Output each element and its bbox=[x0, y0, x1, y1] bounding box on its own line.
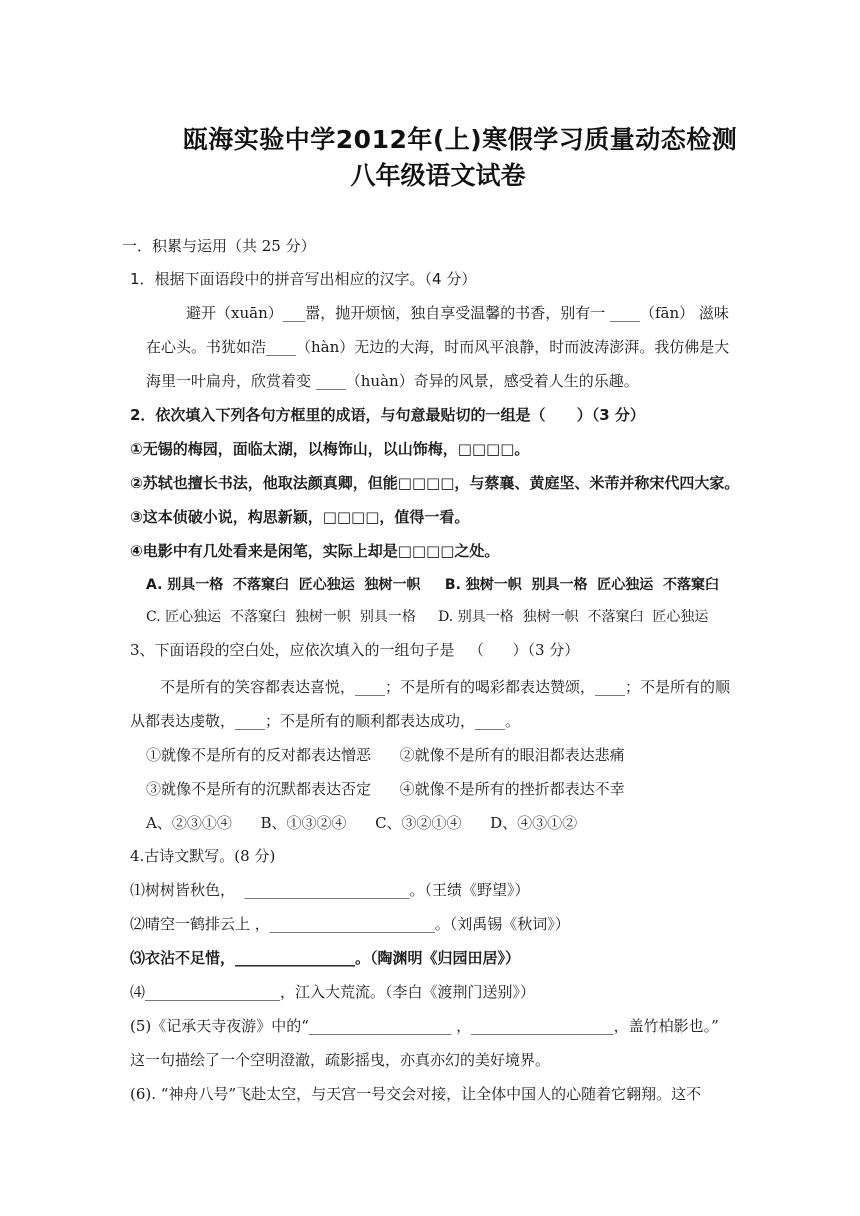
q3-choices-2: ③就像不是所有的沉默都表达否定 ④就像不是所有的挫折都表达不幸 bbox=[146, 780, 625, 798]
q4-item-5: (5)《记承天寺夜游》中的“___________________ ，___________________，盖竹柏影也。” bbox=[130, 1017, 719, 1035]
exam-title: 瓯海实验中学2012年(上)寒假学习质量动态检测 bbox=[182, 125, 738, 154]
q3-choices-1: ①就像不是所有的反对都表达憎恶 ②就像不是所有的眼泪都表达悲痛 bbox=[146, 746, 625, 764]
question-1: 1．根据下面语段中的拼音写出相应的汉字。（4 分） bbox=[130, 270, 477, 288]
question-2: 2．依次填入下列各句方框里的成语，与句意最贴切的一组是（ ）（3 分） bbox=[130, 406, 645, 424]
q4-item-6: (6). “神舟八号”飞赴太空，与天宫一号交会对接，让全体中国人的心随着它翱翔。这不 bbox=[130, 1085, 702, 1103]
q4-item-1: ⑴树树皆秋色， ______________________。（王绩《野望》） bbox=[130, 881, 530, 899]
q2-options-cd: C. 匠心独运 不落窠臼 独树一帜 别具一格 D. 别具一格 独树一帜 不落窠臼 匠心独运 bbox=[146, 609, 709, 625]
q2-sentence-4: ④电影中有几处看来是闲笔，实际上却是□□□□之处。 bbox=[130, 542, 500, 560]
question-3: 3、下面语段的空白处，应依次填入的一组句子是 （ ）（3 分） bbox=[130, 641, 580, 659]
q2-sentence-3: ③这本侦破小说，构思新颖，□□□□，值得一看。 bbox=[130, 508, 470, 526]
q3-text-line-1: 不是所有的笑容都表达喜悦，____；不是所有的喝彩都表达赞颂，____；不是所有的顺 bbox=[160, 678, 731, 696]
q1-text-line-2: 在心头。书犹如浩____（hàn）无边的大海，时而风平浪静，时而波涛澎湃。我仿佛是大 bbox=[146, 338, 730, 356]
q2-options-ab: A. 别具一格 不落窠臼 匠心独运 独树一帜 B. 独树一帜 别具一格 匠心独运 不落窠臼 bbox=[146, 577, 720, 593]
q4-item-2: ⑵晴空一鹤排云上 ，______________________。（刘禹锡《秋词》） bbox=[130, 915, 570, 933]
q1-text-line-1: 避开（xuān）___嚣，抛开烦恼，独自享受温馨的书香，别有一 ____（fān） 滋味 bbox=[186, 304, 729, 322]
q4-item-5-continued: 这一句描绘了一个空明澄澈，疏影摇曳，亦真亦幻的美好境界。 bbox=[130, 1051, 551, 1069]
q1-text-line-3: 海里一叶扁舟，欣赏着变 ____（huàn）奇异的风景，感受着人生的乐趣。 bbox=[146, 372, 639, 390]
exam-subtitle: 八年级语文试卷 bbox=[350, 161, 526, 190]
q3-options: A、②③①④ B、①③②④ C、③②①④ D、④③①② bbox=[146, 814, 578, 832]
q2-sentence-1: ①无锡的梅园，面临太湖，以梅饰山，以山饰梅，□□□□。 bbox=[130, 440, 530, 458]
q4-item-4: ⑷__________________，江入大荒流。（李白《渡荆门送别》） bbox=[130, 983, 536, 1001]
q4-item-3: ⑶衣沾不足惜，________________。（陶渊明《归园田居》） bbox=[130, 949, 521, 967]
q3-text-line-2: 从都表达虔敬，____；不是所有的顺利都表达成功，____。 bbox=[130, 712, 521, 730]
question-4: 4.古诗文默写。(8 分) bbox=[130, 847, 276, 865]
section-heading: 一．积累与运用（共 25 分） bbox=[122, 237, 316, 255]
q2-sentence-2: ②苏轼也擅长书法，他取法颜真卿，但能□□□□，与蔡襄、黄庭坚、米芾并称宋代四大家。 bbox=[130, 474, 740, 492]
